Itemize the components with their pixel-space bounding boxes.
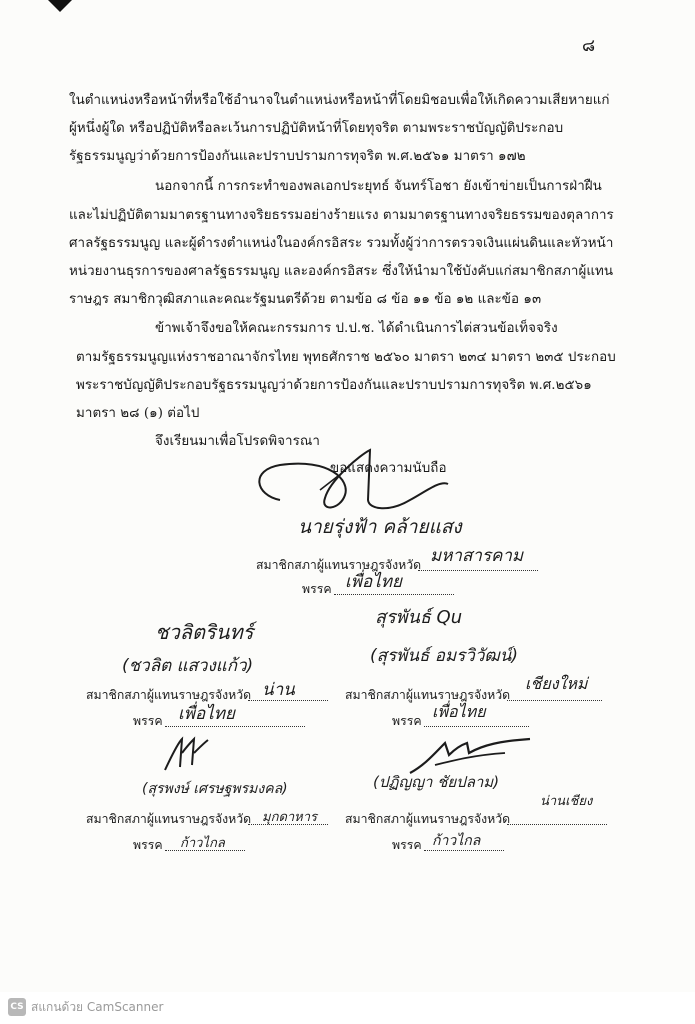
- scanner-footer: [0, 992, 695, 1024]
- party-label: พรรค: [392, 838, 422, 852]
- body-line: ศาลรัฐธรรมนูญ และผู้ดำรงตำแหน่งในองค์กรอิสระ รวมทั้งผู้ว่าการตรวจเงินแผ่นดินและหัวหน้า: [69, 236, 614, 251]
- closing-regards: ขอแสดงความนับถือ: [330, 461, 447, 476]
- signer-3-signature: สุรพันธ์ Qu: [375, 607, 463, 628]
- signer-2-province: น่าน: [262, 680, 295, 700]
- party-label: พรรค: [302, 582, 332, 596]
- signer-5-name: (ปฏิญญา ชัยปลาม): [373, 773, 500, 791]
- body-line: หน่วยงานธุรการของศาลรัฐธรรมนูญ และองค์กรอิสระ ซึ่งให้นำมาใช้บังคับแก่สมาชิกสภาผู้แทน: [69, 264, 614, 279]
- closing-request: จึงเรียนมาเพื่อโปรดพิจารณา: [155, 434, 320, 449]
- signer-3-party: เพื่อไทย: [432, 702, 486, 721]
- signer-4-name: (สุรพงษ์ เศรษฐพรมงคล): [142, 781, 288, 797]
- signer-2-party: เพื่อไทย: [178, 704, 235, 724]
- dotted-line: [507, 700, 602, 701]
- camscanner-watermark: สแกนด้วย CamScanner: [31, 1000, 164, 1014]
- mp-province-label: สมาชิกสภาผู้แทนราษฎรจังหวัด: [256, 558, 422, 572]
- body-line: และไม่ปฏิบัติตามมาตรฐานทางจริยธรรมอย่างร้ายแรง ตามมาตรฐานทางจริยธรรมของตุลาการ: [69, 208, 614, 223]
- signer-3-province: เชียงใหม่: [525, 674, 588, 693]
- signer-1-name: นายรุ่งฟ้า คล้ายแสง: [298, 516, 462, 538]
- body-line: ราษฎร สมาชิกวุฒิสภาและคณะรัฐมนตรีด้วย ตามข้อ ๘ ข้อ ๑๑ ข้อ ๑๒ และข้อ ๑๓: [69, 292, 542, 307]
- body-line: ข้าพเจ้าจึงขอให้คณะกรรมการ ป.ป.ช. ได้ดำเนินการไต่สวนข้อเท็จจริง: [155, 321, 558, 336]
- signer-5-province: น่านเชียง: [540, 794, 593, 809]
- body-line: พระราชบัญญัติประกอบรัฐธรรมนูญว่าด้วยการป้องกันและปราบปรามการทุจริต พ.ศ.๒๕๖๑: [76, 378, 592, 393]
- signer-4-province: มุกดาหาร: [262, 810, 318, 825]
- signature-1: [250, 440, 450, 520]
- body-line: ผู้หนึ่งผู้ใด หรือปฏิบัติหรือละเว้นการปฏิบัติหน้าที่โดยทุจริต ตามพระราชบัญญัติประกอบ: [69, 121, 564, 136]
- signer-2-signature: ชวลิตรินทร์: [155, 620, 254, 644]
- dotted-line: [418, 570, 538, 571]
- party-label: พรรค: [392, 714, 422, 728]
- page-number: ๘: [582, 36, 596, 56]
- signer-4-party: ก้าวไกล: [180, 836, 225, 851]
- body-line: มาตรา ๒๘ (๑) ต่อไป: [76, 406, 200, 421]
- signer-5-party: ก้าวไกล: [432, 833, 481, 849]
- body-line: ในตำแหน่งหรือหน้าที่หรือใช้อำนาจในตำแหน่งหรือหน้าที่โดยมิชอบเพื่อให้เกิดความเสียหายแก่: [69, 93, 610, 108]
- mp-province-label: สมาชิกสภาผู้แทนราษฎรจังหวัด: [345, 812, 511, 826]
- body-line: นอกจากนี้ การกระทำของพลเอกประยุทธ์ จันทร์โอชา ยังเข้าข่ายเป็นการฝ่าฝืน: [155, 179, 602, 194]
- party-label: พรรค: [133, 838, 163, 852]
- signature-4: [160, 735, 220, 775]
- mp-province-label: สมาชิกสภาผู้แทนราษฎรจังหวัด: [345, 688, 511, 702]
- folded-corner-mark: [48, 0, 72, 12]
- signer-2-name: (ชวลิต แสวงแก้ว): [122, 656, 254, 676]
- mp-province-label: สมาชิกสภาผู้แทนราษฎรจังหวัด: [86, 688, 252, 702]
- party-label: พรรค: [133, 714, 163, 728]
- signer-3-name: (สุรพันธ์ อมรวิวัฒน์): [370, 646, 518, 666]
- body-line: ตามรัฐธรรมนูญแห่งราชอาณาจักรไทย พุทธศักราช ๒๕๖๐ มาตรา ๒๓๔ มาตรา ๒๓๕ ประกอบ: [76, 350, 616, 365]
- body-line: รัฐธรรมนูญว่าด้วยการป้องกันและปราบปรามการทุจริต พ.ศ.๒๕๖๑ มาตรา ๑๗๒: [69, 149, 526, 164]
- camscanner-logo-icon: CS: [8, 998, 26, 1016]
- dotted-line: [507, 824, 607, 825]
- mp-province-label: สมาชิกสภาผู้แทนราษฎรจังหวัด: [86, 812, 252, 826]
- dotted-line: [424, 726, 529, 727]
- signer-1-party: เพื่อไทย: [345, 572, 402, 592]
- signer-1-province: มหาสารคาม: [430, 546, 524, 566]
